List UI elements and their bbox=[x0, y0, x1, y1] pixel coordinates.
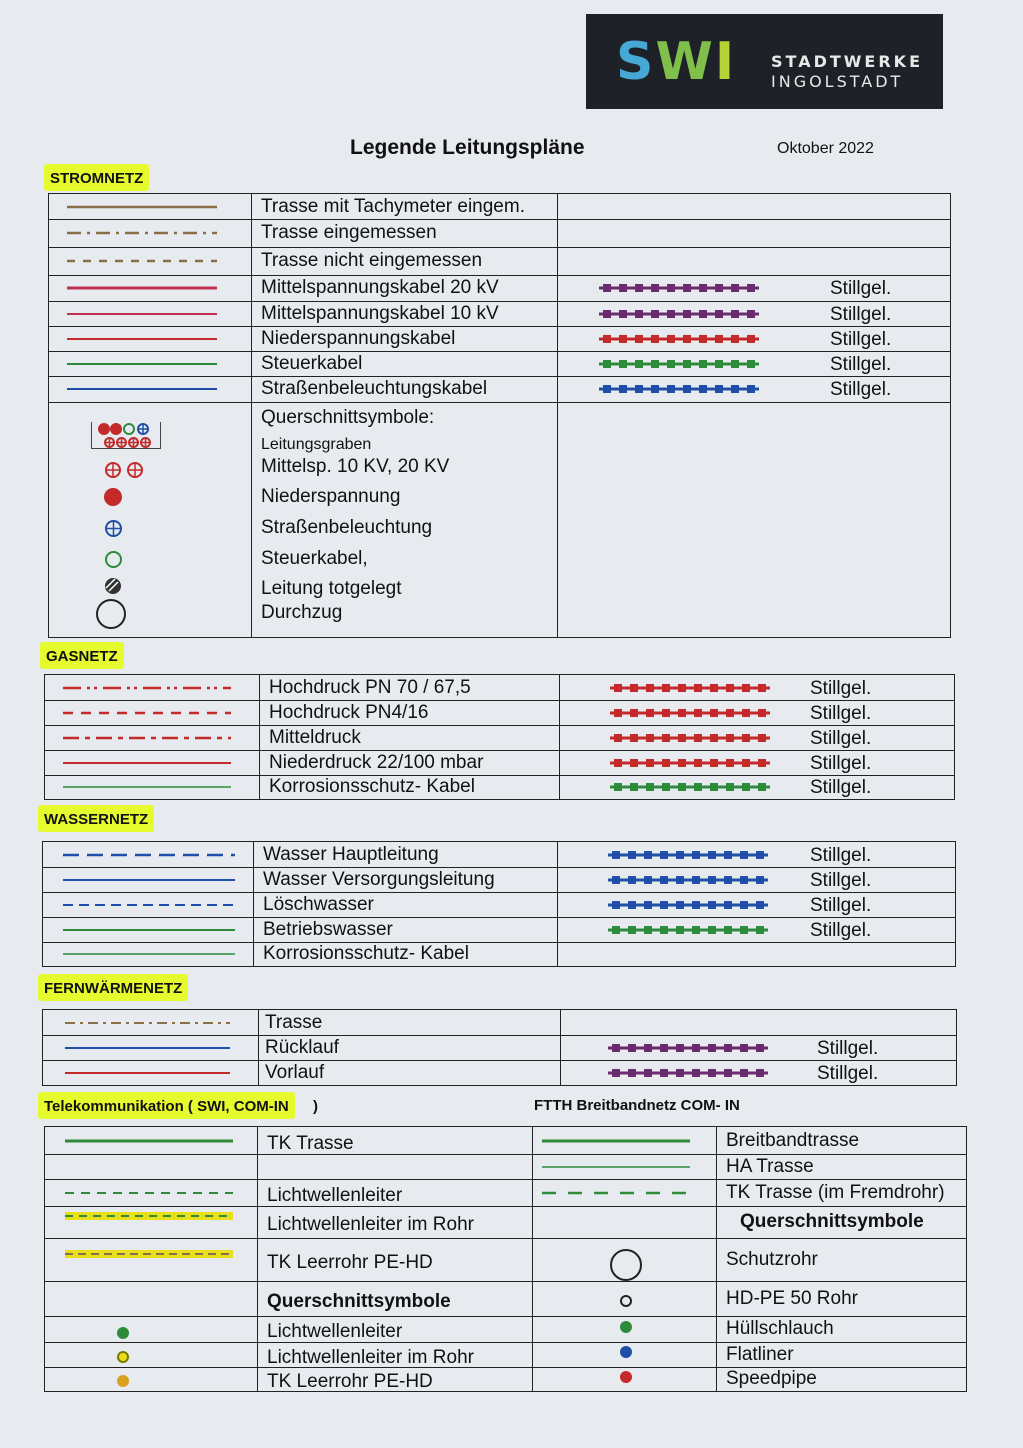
strom-line-7 bbox=[67, 382, 217, 396]
tk-left-label-2: Lichtwellenleiter bbox=[267, 1184, 403, 1206]
fern-stillgel-1: Stillgel. bbox=[817, 1037, 879, 1059]
gas-label-0: Hochdruck PN 70 / 67,5 bbox=[269, 676, 471, 698]
durchzug-icon bbox=[95, 598, 127, 630]
strom-line-6 bbox=[67, 357, 217, 371]
strom-label-0: Trasse mit Tachymeter eingem. bbox=[261, 195, 525, 217]
niederspannung-icon bbox=[103, 487, 123, 507]
fern-line-0 bbox=[65, 1016, 230, 1030]
gas-line-3 bbox=[63, 756, 231, 770]
strom-label-6: Steuerkabel bbox=[261, 352, 363, 374]
strom-line-0 bbox=[67, 200, 217, 214]
tk-left-line-4 bbox=[65, 1247, 233, 1261]
section-heading-fernwaerme: FERNWÄRMENETZ bbox=[38, 974, 188, 1001]
huellschlauch-icon bbox=[619, 1320, 633, 1334]
fernwaerme-legend-table bbox=[42, 1009, 957, 1086]
page-title: Legende Leitungspläne bbox=[350, 136, 585, 159]
gas-label-3: Niederdruck 22/100 mbar bbox=[269, 751, 484, 773]
wassernetz-legend-table bbox=[42, 841, 956, 967]
steuerkabel-icon bbox=[104, 550, 123, 569]
querschnitt-title: Querschnittsymbole: bbox=[261, 407, 435, 428]
strom-stillgel-line-3 bbox=[599, 281, 759, 295]
gas-stillgel-line-3 bbox=[610, 756, 770, 770]
gas-stillgel-0: Stillgel. bbox=[810, 677, 872, 699]
flatliner-icon bbox=[619, 1345, 633, 1359]
gasnetz-legend-table bbox=[44, 674, 955, 800]
tk-left-label-8: TK Leerrohr PE-HD bbox=[267, 1371, 433, 1392]
strom-line-2 bbox=[67, 254, 217, 268]
strom-label-3: Mittelspannungskabel 20 kV bbox=[261, 277, 499, 298]
querschnitt-item-3: Straßenbeleuchtung bbox=[261, 517, 433, 538]
strom-stillgel-4: Stillgel. bbox=[830, 303, 892, 325]
tk-leerrohr-dot-icon bbox=[116, 1374, 130, 1388]
tk-left-label-0: TK Trasse bbox=[267, 1132, 354, 1154]
querschnitt-item-0: Leitungsgraben bbox=[261, 436, 372, 453]
hdpe-50-rohr-icon bbox=[619, 1294, 633, 1308]
tk-left-label-3: Lichtwellenleiter im Rohr bbox=[267, 1214, 474, 1235]
strom-label-1: Trasse eingemessen bbox=[261, 222, 437, 243]
wasser-stillgel-0: Stillgel. bbox=[810, 844, 872, 866]
section-heading-wassernetz: WASSERNETZ bbox=[38, 805, 154, 832]
graben-mv-icon-4 bbox=[139, 436, 152, 449]
telekom-heading-tail: ) bbox=[313, 1098, 318, 1115]
graben-blue-cross-icon bbox=[136, 422, 150, 436]
tk-right-label-3: Querschnittsymbole bbox=[740, 1211, 924, 1232]
wasser-stillgel-line-3 bbox=[608, 923, 768, 937]
wasser-stillgel-1: Stillgel. bbox=[810, 869, 872, 891]
swi-logo bbox=[586, 14, 943, 109]
strom-stillgel-line-7 bbox=[599, 382, 759, 396]
fern-line-2 bbox=[65, 1066, 230, 1080]
fern-stillgel-2: Stillgel. bbox=[817, 1062, 879, 1084]
tk-left-label-5: Querschnittsymbole bbox=[267, 1290, 451, 1312]
gas-label-4: Korrosionsschutz- Kabel bbox=[269, 776, 475, 797]
tk-right-label-6: Hüllschlauch bbox=[726, 1318, 834, 1339]
tk-right-line-0 bbox=[542, 1134, 690, 1148]
strom-line-5 bbox=[67, 332, 217, 346]
gas-stillgel-line-0 bbox=[610, 681, 770, 695]
strom-stillgel-line-4 bbox=[599, 307, 759, 321]
strom-line-3 bbox=[67, 281, 217, 295]
wasser-stillgel-3: Stillgel. bbox=[810, 919, 872, 941]
mittelspannung-20kv-icon bbox=[104, 461, 122, 479]
gas-stillgel-line-1 bbox=[610, 706, 770, 720]
gas-stillgel-3: Stillgel. bbox=[810, 752, 872, 774]
fern-label-1: Rücklauf bbox=[265, 1036, 339, 1058]
gas-stillgel-line-4 bbox=[610, 780, 770, 794]
strom-stillgel-line-5 bbox=[599, 332, 759, 346]
tk-right-label-5: HD-PE 50 Rohr bbox=[726, 1287, 858, 1309]
tk-left-label-7: Lichtwellenleiter im Rohr bbox=[267, 1346, 474, 1368]
gas-stillgel-line-2 bbox=[610, 731, 770, 745]
strom-stillgel-7: Stillgel. bbox=[830, 379, 892, 400]
tk-lwl-dot-icon bbox=[116, 1326, 130, 1340]
leitung-totgelegt-icon bbox=[104, 577, 122, 595]
gas-stillgel-4: Stillgel. bbox=[810, 777, 872, 798]
querschnitt-item-1: Mittelsp. 10 KV, 20 KV bbox=[261, 456, 450, 477]
wasser-line-3 bbox=[63, 923, 235, 937]
telekom-legend-table bbox=[44, 1126, 967, 1392]
gas-label-2: Mitteldruck bbox=[269, 726, 361, 748]
graben-green-ring-icon bbox=[122, 422, 136, 436]
logo-line-2: INGOLSTADT bbox=[771, 72, 904, 91]
wasser-stillgel-line-1 bbox=[608, 873, 768, 887]
gas-line-2 bbox=[63, 731, 231, 745]
strom-label-4: Mittelspannungskabel 10 kV bbox=[261, 302, 499, 324]
tk-right-label-2: TK Trasse (im Fremdrohr) bbox=[726, 1181, 945, 1203]
wasser-label-1: Wasser Versorgungsleitung bbox=[263, 868, 495, 890]
gas-line-0 bbox=[63, 681, 231, 695]
wasser-line-0 bbox=[63, 848, 235, 862]
strom-stillgel-line-6 bbox=[599, 357, 759, 371]
tk-right-line-1 bbox=[542, 1160, 690, 1174]
querschnitt-item-5: Leitung totgelegt bbox=[261, 578, 402, 599]
fern-line-1 bbox=[65, 1041, 230, 1055]
ftth-heading: FTTH Breitbandnetz COM- IN bbox=[534, 1097, 740, 1114]
wasser-label-0: Wasser Hauptleitung bbox=[263, 843, 439, 865]
tk-lwl-rohr-dot-icon bbox=[116, 1350, 130, 1364]
querschnitt-item-6: Durchzug bbox=[261, 602, 343, 623]
strom-stillgel-5: Stillgel. bbox=[830, 328, 892, 350]
tk-left-line-2 bbox=[65, 1186, 233, 1200]
strom-label-5: Niederspannungskabel bbox=[261, 327, 456, 349]
tk-right-label-4: Schutzrohr bbox=[726, 1248, 818, 1270]
wasser-line-2 bbox=[63, 898, 235, 912]
wasser-label-2: Löschwasser bbox=[263, 893, 374, 915]
mittelspannung-10kv-icon bbox=[126, 461, 144, 479]
fern-stillgel-line-2 bbox=[608, 1066, 768, 1080]
logo-mark: SWI bbox=[616, 32, 737, 92]
strassenbeleuchtung-icon bbox=[104, 519, 123, 538]
strom-line-4 bbox=[67, 307, 217, 321]
tk-left-label-4: TK Leerrohr PE-HD bbox=[267, 1251, 433, 1273]
strom-stillgel-6: Stillgel. bbox=[830, 353, 892, 375]
fern-label-0: Trasse bbox=[265, 1011, 323, 1033]
tk-left-line-0 bbox=[65, 1134, 233, 1148]
gas-line-1 bbox=[63, 706, 231, 720]
wasser-stillgel-2: Stillgel. bbox=[810, 894, 872, 916]
section-heading-gasnetz: GASNETZ bbox=[40, 642, 124, 669]
wasser-line-1 bbox=[63, 873, 235, 887]
tk-right-label-7: Flatliner bbox=[726, 1343, 794, 1365]
graben-red-dot-icon-2 bbox=[109, 422, 123, 436]
strom-label-2: Trasse nicht eingemessen bbox=[261, 250, 483, 271]
speedpipe-icon bbox=[619, 1370, 633, 1384]
wasser-label-3: Betriebswasser bbox=[263, 918, 393, 940]
logo-line-1: STADTWERKE bbox=[771, 52, 923, 71]
querschnitt-item-2: Niederspannung bbox=[261, 486, 401, 507]
strom-stillgel-3: Stillgel. bbox=[830, 278, 892, 299]
wasser-stillgel-line-0 bbox=[608, 848, 768, 862]
gas-line-4 bbox=[63, 780, 231, 794]
tk-left-label-6: Lichtwellenleiter bbox=[267, 1321, 403, 1342]
wasser-stillgel-line-2 bbox=[608, 898, 768, 912]
tk-left-line-3 bbox=[65, 1209, 233, 1223]
gas-label-1: Hochdruck PN4/16 bbox=[269, 701, 429, 723]
tk-right-label-1: HA Trasse bbox=[726, 1155, 814, 1177]
strom-line-1 bbox=[67, 226, 217, 240]
schutzrohr-icon bbox=[609, 1248, 643, 1282]
querschnitt-item-4: Steuerkabel, bbox=[261, 548, 368, 569]
section-heading-telekom: Telekommunikation ( SWI, COM-IN bbox=[38, 1092, 295, 1119]
tk-right-line-2 bbox=[542, 1186, 690, 1200]
fern-stillgel-line-1 bbox=[608, 1041, 768, 1055]
section-heading-stromnetz: STROMNETZ bbox=[44, 164, 149, 191]
page-date: Oktober 2022 bbox=[777, 140, 874, 157]
tk-right-label-0: Breitbandtrasse bbox=[726, 1129, 860, 1151]
fern-label-2: Vorlauf bbox=[265, 1061, 325, 1083]
tk-right-label-8: Speedpipe bbox=[726, 1368, 817, 1389]
gas-stillgel-1: Stillgel. bbox=[810, 702, 872, 724]
strom-label-7: Straßenbeleuchtungskabel bbox=[261, 378, 488, 399]
stromnetz-legend-table bbox=[48, 193, 951, 638]
wasser-label-4: Korrosionsschutz- Kabel bbox=[263, 943, 469, 964]
wasser-line-4 bbox=[63, 947, 235, 961]
gas-stillgel-2: Stillgel. bbox=[810, 727, 872, 749]
